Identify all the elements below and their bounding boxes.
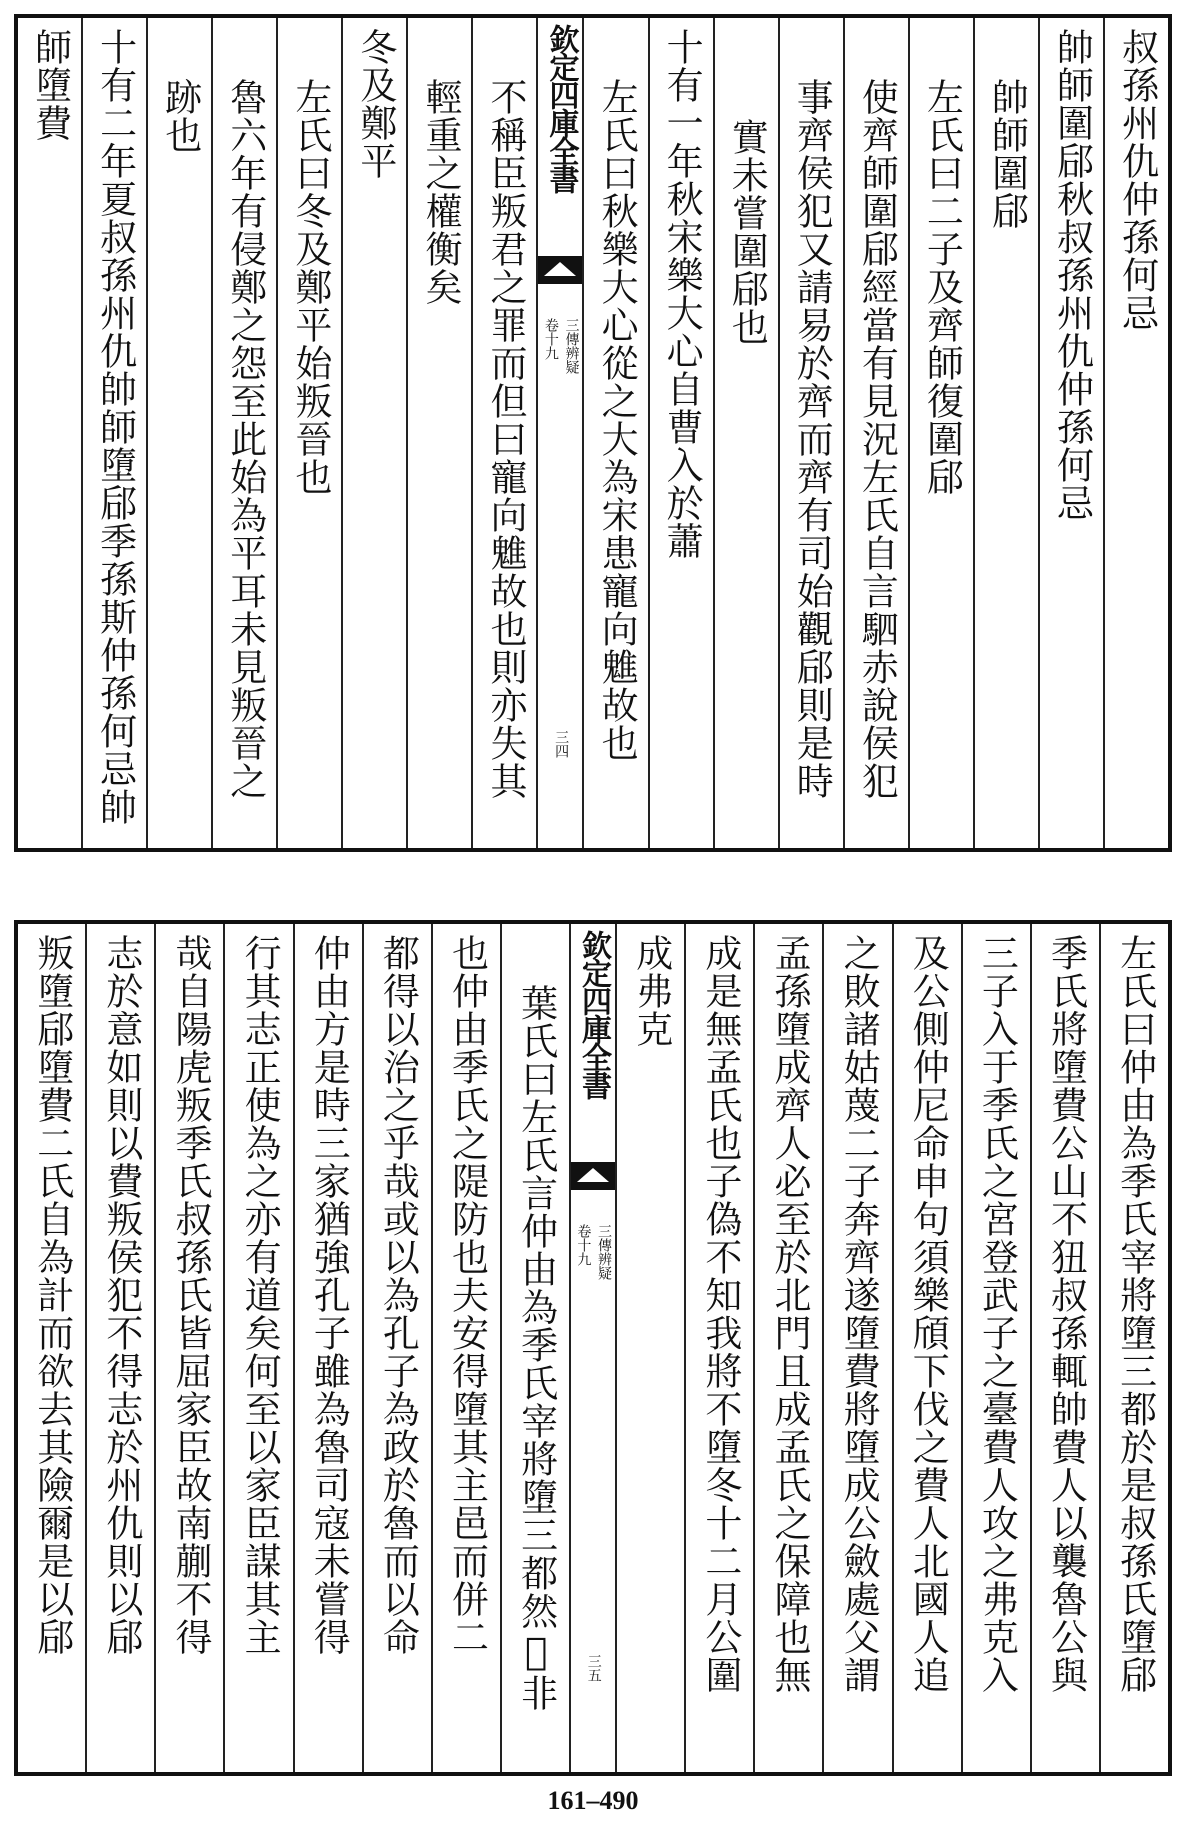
text-column: 魯六年有侵鄭之怨至此始為平耳未見叛晉之 <box>211 18 276 848</box>
fishtail-mark <box>571 1162 615 1190</box>
text-column: 成弗克 <box>615 924 684 1772</box>
text-column: 志於意如則以費叛侯犯不得志於州仇則以郈 <box>85 924 154 1772</box>
text-column: 左氏曰冬及鄭平始叛晉也 <box>276 18 341 848</box>
center-gutter <box>536 18 582 848</box>
text-column: 跡也 <box>146 18 211 848</box>
text-column: 也仲由季氏之隄防也夫安得墮其主邑而併二 <box>431 924 500 1772</box>
text-column: 季氏將墮費公山不狃叔孫輒帥費人以襲魯公與 <box>1030 924 1099 1772</box>
folio-number: 三五 <box>585 1654 602 1682</box>
text-column: 帥師圍郈秋叔孫州仇仲孫何忌 <box>1038 18 1103 848</box>
text-column: 叛墮郈墮費二氏自為計而欲去其險爾是以郈 <box>30 934 74 1656</box>
section-title: 三傳辨疑 <box>596 1224 612 1280</box>
fishtail-mark <box>538 256 582 284</box>
text-column: 十有一年秋宋樂大心自曹入於蕭 <box>648 18 713 848</box>
book-title: 欽定四庫全書 <box>576 930 611 1098</box>
text-column: 十有二年夏叔孫州仇帥師墮郈季孫斯仲孫何忌帥 <box>81 18 146 848</box>
text-column: 左氏曰秋樂大心從之大為宋患寵向魋故也 <box>582 18 647 848</box>
juan-number: 卷十九 <box>575 1224 592 1266</box>
text-column: 叔孫州仇仲孫何忌 <box>1103 18 1168 848</box>
bottom-page-panel <box>14 920 1172 1776</box>
text-column: 之敗諸姑蔑二子奔齊遂墮費將墮成公斂處父謂 <box>822 924 891 1772</box>
juan-number: 卷十九 <box>542 318 559 360</box>
text-column: 仲由方是時三家猶強孔子雖為魯司寇未嘗得 <box>293 924 362 1772</box>
text-column: 左氏曰仲由為季氏宰將墮三都於是叔孫氏墮郈 <box>1099 924 1168 1772</box>
text-column: 帥師圍郈 <box>973 18 1038 848</box>
page-number: 161–490 <box>547 1786 639 1815</box>
text-column: 行其志正使為之亦有道矣何至以家臣謀其主 <box>223 924 292 1772</box>
section-title: 三傳辨疑 <box>563 318 580 374</box>
text-column: 孟孫墮成齊人必至於北門且成孟氏之保障也無 <box>753 924 822 1772</box>
text-column: 輕重之權衡矣 <box>406 18 471 848</box>
text-column: 成是無孟氏也子偽不知我將不墮冬十二月公圍 <box>684 924 753 1772</box>
folio-number: 三四 <box>553 730 570 758</box>
text-column: 哉自陽虎叛季氏叔孫氏皆屈家臣故南蒯不得 <box>154 924 223 1772</box>
text-column: 使齊師圍郈經當有見況左氏自言駟赤說侯犯 <box>843 18 908 848</box>
text-column: 葉氏曰左氏言仲由為季氏宰將墮三都然𦕅非 <box>500 924 569 1772</box>
book-title: 欽定四庫全書 <box>543 24 579 192</box>
text-column: 冬及鄭平 <box>341 18 406 848</box>
text-column: 實未嘗圍郈也 <box>713 18 778 848</box>
text-column: 事齊侯犯又請易於齊而齊有司始觀郈則是時 <box>778 18 843 848</box>
center-gutter <box>569 924 615 1772</box>
text-column: 師墮費 <box>28 28 72 142</box>
text-column: 及公側仲尼命申句須樂頎下伐之費人北國人追 <box>892 924 961 1772</box>
top-page-panel <box>14 14 1172 852</box>
text-column: 都得以治之乎哉或以為孔子為政於魯而以命 <box>362 924 431 1772</box>
text-column: 左氏曰二子及齊師復圍郈 <box>908 18 973 848</box>
text-column: 三子入于季氏之宮登武子之臺費人攻之弗克入 <box>961 924 1030 1772</box>
text-column: 不稱臣叛君之罪而但曰寵向魋故也則亦失其 <box>471 18 536 848</box>
